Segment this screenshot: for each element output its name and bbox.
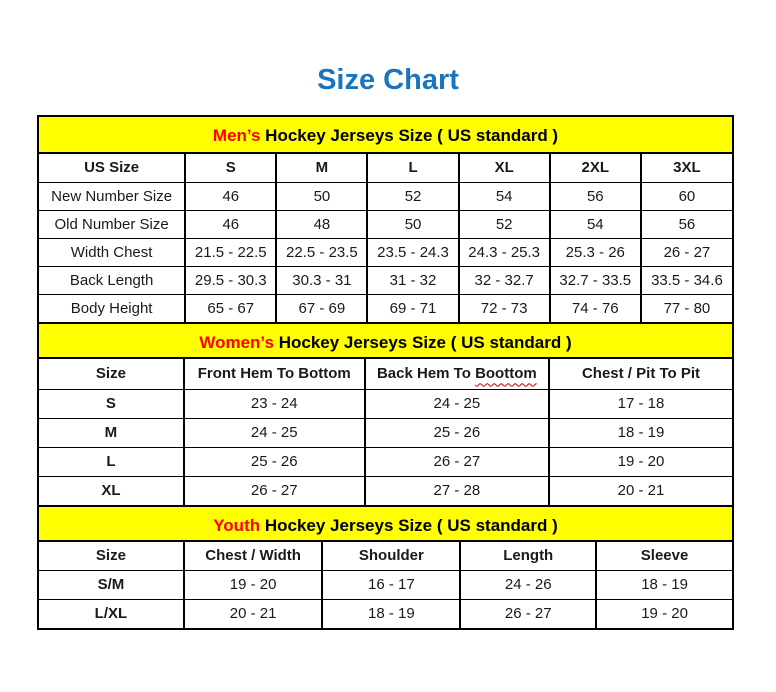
size-value-cell: 72 - 73 — [459, 294, 550, 322]
row-label: S — [39, 389, 184, 418]
column-header: Size — [95, 365, 126, 383]
size-value-cell: 23 - 24 — [184, 389, 365, 418]
column-header: Length — [460, 542, 596, 570]
womens-header-highlight: Women’s — [199, 333, 274, 352]
column-header: M — [276, 154, 367, 182]
womens-section — [39, 322, 732, 505]
page-title: Size Chart — [317, 64, 459, 96]
size-value-cell: 69 - 71 — [367, 294, 458, 322]
size-value-cell: 19 - 20 — [184, 570, 323, 599]
youth-table-body — [39, 570, 732, 628]
table-row — [39, 599, 732, 628]
womens-table-body — [39, 389, 732, 505]
size-value-cell: 48 — [276, 210, 367, 238]
table-row — [39, 476, 732, 505]
size-value-cell: 29.5 - 30.3 — [185, 266, 276, 294]
womens-section-header — [39, 322, 732, 359]
size-value-cell: 30.3 - 31 — [276, 266, 367, 294]
table-row — [39, 447, 732, 476]
size-value-cell: 50 — [367, 210, 458, 238]
size-value-cell: 18 - 19 — [549, 418, 732, 447]
size-chart-container — [37, 115, 734, 630]
size-value-cell: 24 - 25 — [365, 389, 549, 418]
size-value-cell: 19 - 20 — [549, 447, 732, 476]
table-row — [39, 294, 732, 322]
column-header: XL — [459, 154, 550, 182]
table-row — [39, 389, 732, 418]
youth-header-rest: Hockey Jerseys Size ( US standard ) — [260, 516, 558, 535]
row-label: M — [39, 418, 184, 447]
size-value-cell: 24 - 26 — [460, 570, 596, 599]
size-value-cell: 25 - 26 — [365, 418, 549, 447]
size-value-cell: 67 - 69 — [276, 294, 367, 322]
column-header: Front Hem To Bottom — [184, 359, 365, 389]
size-value-cell: 65 - 67 — [185, 294, 276, 322]
size-value-cell: 24 - 25 — [184, 418, 365, 447]
size-value-cell: 26 - 27 — [641, 238, 732, 266]
column-header: S — [185, 154, 276, 182]
mens-size-table — [39, 154, 732, 322]
youth-size-table — [39, 542, 732, 628]
column-header: US Size — [84, 159, 140, 177]
youth-header-highlight: Youth — [213, 516, 261, 535]
size-value-cell: 77 - 80 — [641, 294, 732, 322]
size-value-cell: 52 — [459, 210, 550, 238]
column-header: 3XL — [641, 154, 732, 182]
table-row — [39, 418, 732, 447]
womens-size-table — [39, 359, 732, 505]
youth-section-header — [39, 505, 732, 542]
mens-section — [39, 117, 732, 322]
column-header: Size — [95, 547, 126, 565]
size-value-cell: 18 - 19 — [596, 570, 732, 599]
column-header: Chest / Width — [184, 542, 323, 570]
mens-header-highlight: Men’s — [212, 126, 261, 145]
youth-section — [39, 505, 732, 628]
size-value-cell: 20 - 21 — [549, 476, 732, 505]
table-row — [39, 266, 732, 294]
size-value-cell: 60 — [641, 182, 732, 210]
size-value-cell: 26 - 27 — [460, 599, 596, 628]
row-label: L/XL — [39, 599, 184, 628]
size-value-cell: 52 — [367, 182, 458, 210]
row-label: S/M — [39, 570, 184, 599]
size-value-cell: 54 — [550, 210, 641, 238]
size-value-cell: 56 — [641, 210, 732, 238]
size-value-cell: 56 — [550, 182, 641, 210]
size-value-cell: 54 — [459, 182, 550, 210]
size-value-cell: 32 - 32.7 — [459, 266, 550, 294]
size-value-cell: 26 - 27 — [365, 447, 549, 476]
size-value-cell: 26 - 27 — [184, 476, 365, 505]
youth-header-row — [39, 542, 732, 570]
misspelled-word: Boottom — [475, 365, 537, 383]
size-value-cell: 33.5 - 34.6 — [641, 266, 732, 294]
size-value-cell: 32.7 - 33.5 — [550, 266, 641, 294]
column-header: Sleeve — [596, 542, 732, 570]
table-row — [39, 570, 732, 599]
size-value-cell: 24.3 - 25.3 — [459, 238, 550, 266]
table-row — [39, 238, 732, 266]
size-value-cell: 74 - 76 — [550, 294, 641, 322]
size-value-cell: 31 - 32 — [367, 266, 458, 294]
column-header: 2XL — [550, 154, 641, 182]
column-header: L — [367, 154, 458, 182]
column-header: Shoulder — [322, 542, 460, 570]
size-value-cell: 25 - 26 — [184, 447, 365, 476]
row-label: Back Length — [39, 266, 185, 294]
size-value-cell: 19 - 20 — [596, 599, 732, 628]
size-value-cell: 22.5 - 23.5 — [276, 238, 367, 266]
size-value-cell: 50 — [276, 182, 367, 210]
column-header: Back Hem To Boottom — [365, 359, 549, 389]
mens-table-body — [39, 182, 732, 322]
size-value-cell: 17 - 18 — [549, 389, 732, 418]
row-label: XL — [39, 476, 184, 505]
column-header: Chest / Pit To Pit — [549, 359, 732, 389]
row-label: Width Chest — [39, 238, 185, 266]
size-value-cell: 18 - 19 — [322, 599, 460, 628]
womens-header-rest: Hockey Jerseys Size ( US standard ) — [273, 333, 572, 352]
size-value-cell: 16 - 17 — [322, 570, 460, 599]
size-value-cell: 27 - 28 — [365, 476, 549, 505]
size-value-cell: 46 — [185, 182, 276, 210]
mens-section-header — [39, 117, 732, 154]
size-value-cell: 20 - 21 — [184, 599, 323, 628]
size-value-cell: 23.5 - 24.3 — [367, 238, 458, 266]
mens-header-row — [39, 154, 732, 182]
size-value-cell: 25.3 - 26 — [550, 238, 641, 266]
size-value-cell: 46 — [185, 210, 276, 238]
row-label: Body Height — [39, 294, 185, 322]
mens-header-rest: Hockey Jerseys Size ( US standard ) — [260, 126, 559, 145]
womens-header-row — [39, 359, 732, 389]
table-row — [39, 182, 732, 210]
row-label: L — [39, 447, 184, 476]
row-label: Old Number Size — [39, 210, 185, 238]
size-value-cell: 21.5 - 22.5 — [185, 238, 276, 266]
row-label: New Number Size — [39, 182, 185, 210]
table-row — [39, 210, 732, 238]
